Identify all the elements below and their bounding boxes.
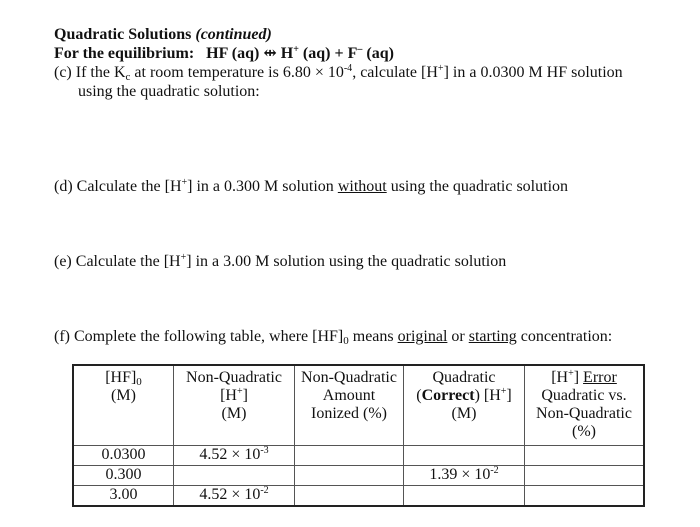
cell-error[interactable] — [525, 486, 645, 507]
product-h: H+ (aq) — [280, 44, 331, 62]
concentration-table — [72, 364, 645, 507]
table-row — [73, 486, 644, 507]
reactant: HF (aq) — [206, 45, 260, 62]
header-nonquad-ionized: Non-Quadratic Amount Ionized (%) — [295, 365, 404, 446]
cell-quad-h[interactable]: $1.39 \times 10^{-2}$ — [404, 466, 525, 486]
title-note: (continued) — [195, 26, 272, 43]
header-hf: $[HF]_0$ (M) — [73, 365, 174, 446]
header-error: [H+] Error Quadratic vs. Non-Quadratic (%) — [525, 365, 645, 446]
question-c: (c) If the $K_c$ at room temperature is $6.80 \times 10^{-4}$, calculate [H+] in a 0.0300 M HF solution — [54, 63, 623, 83]
cell-nonquad-h[interactable]: $4.52 \times 10^{-3}$ — [174, 446, 295, 466]
question-c-line2: using the quadratic solution: — [78, 83, 260, 100]
equilibrium-arrow-icon: ⇹ — [263, 45, 277, 62]
plus-sign: + — [334, 45, 344, 62]
title-main: Quadratic Solutions — [54, 26, 192, 43]
page-title — [54, 26, 272, 44]
cell-hf: 0.0300 — [73, 446, 174, 466]
header-nonquad-h: Non-Quadratic [H+] (M) — [174, 365, 295, 446]
question-e: (e) Calculate the [H+] in a 3.00 M solution using the quadratic solution — [54, 252, 507, 270]
table-header-row — [73, 365, 644, 446]
equilibrium-line — [54, 45, 394, 63]
question-d: (d) Calculate the [H+] in a 0.300 M solution without using the quadratic solution — [54, 177, 569, 195]
table-row — [73, 466, 644, 486]
cell-error[interactable] — [525, 446, 645, 466]
header-quad-correct: Quadratic (Correct) [H+] (M) — [404, 365, 525, 446]
question-f: (f) Complete the following table, where $[HF]_0$ means original or starting concentration: — [54, 328, 613, 347]
cell-nonquad-h[interactable] — [174, 466, 295, 486]
cell-hf: 3.00 — [73, 486, 174, 507]
cell-ionized[interactable] — [295, 466, 404, 486]
cell-nonquad-h[interactable]: $4.52 \times 10^{-2}$ — [174, 486, 295, 507]
cell-ionized[interactable] — [295, 446, 404, 466]
cell-quad-h[interactable] — [404, 446, 525, 466]
equilibrium-lead: For the equilibrium: — [54, 45, 195, 62]
cell-ionized[interactable] — [295, 486, 404, 507]
cell-quad-h[interactable] — [404, 486, 525, 507]
cell-hf: 0.300 — [73, 466, 174, 486]
product-f: F– (aq) — [347, 44, 394, 62]
table-row — [73, 446, 644, 466]
cell-error[interactable] — [525, 466, 645, 486]
